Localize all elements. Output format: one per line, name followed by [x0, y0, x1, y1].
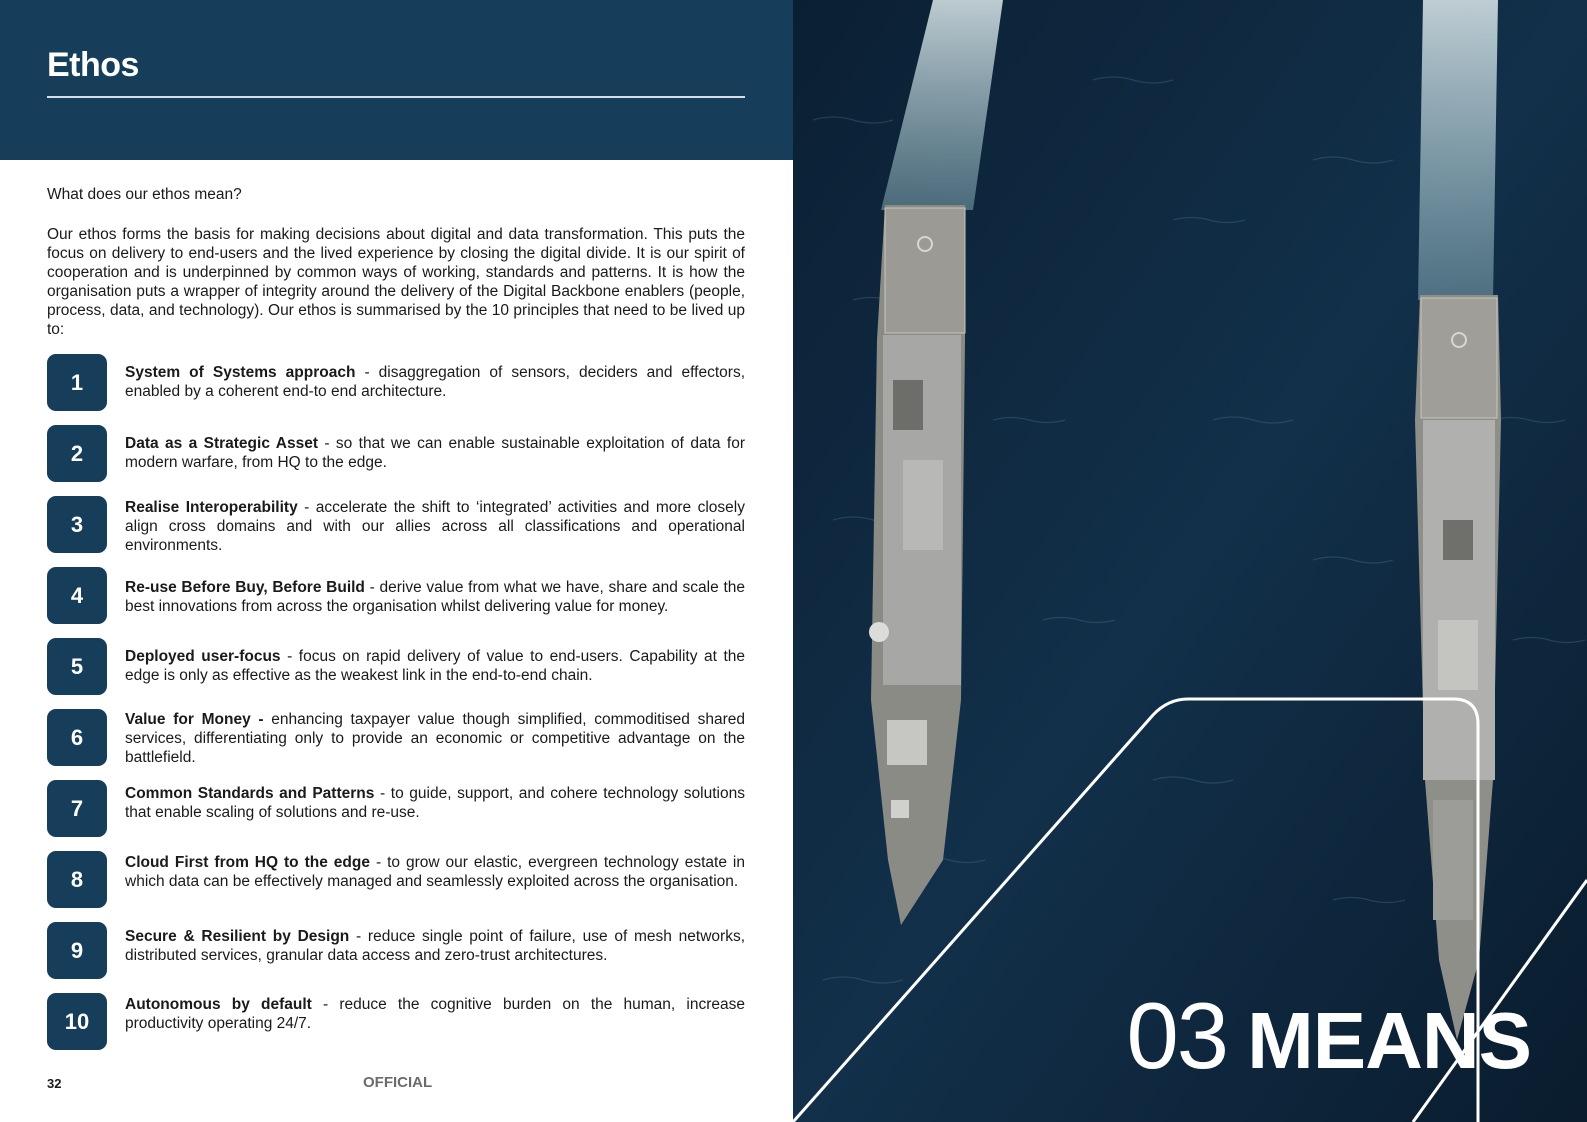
- principle-number-badge: 7: [47, 780, 107, 837]
- principle-item: [47, 709, 745, 767]
- intro-question: What does our ethos mean?: [47, 186, 242, 203]
- principle-title: Data as a Strategic Asset: [125, 435, 318, 452]
- intro-paragraph: Our ethos forms the basis for making decisions about digital and data transformation. This puts the focus on delivery to end-users and the lived experience by closing the digital divide. It is our spirit of cooperation and is underpinned by common ways of working, standards and patterns. It is how the organisation puts a wrapper of integrity around the delivery of the Digital Backbone enablers (people, process, data, and technology). Our ethos is summarised by the 10 principles that need to be lived up to:: [47, 226, 745, 338]
- principle-text: [125, 710, 745, 767]
- principle-title: Autonomous by default: [125, 996, 312, 1013]
- title-divider: [47, 96, 745, 98]
- principle-description: - disaggregation of sensors, deciders and effectors, enabled by a coherent end-to end architecture.: [125, 364, 745, 400]
- principle-number-badge: 1: [47, 354, 107, 411]
- principle-text: [125, 363, 745, 401]
- page-number: 32: [47, 1076, 62, 1091]
- classification-marking: OFFICIAL: [363, 1074, 433, 1091]
- page-title: Ethos: [47, 46, 139, 84]
- principle-number-badge: 2: [47, 425, 107, 482]
- principle-item: [47, 425, 745, 483]
- principle-text: [125, 853, 745, 891]
- principle-title: Value for Money -: [125, 711, 264, 728]
- left-page: [0, 0, 793, 1122]
- principle-title: Re-use Before Buy, Before Build: [125, 579, 365, 596]
- section-number: 03: [1126, 983, 1228, 1088]
- principle-item: [47, 638, 745, 696]
- principle-description: - accelerate the shift to ‘integrated’ activities and more closely align cross domains and with our allies across all classifications and operational environments.: [125, 499, 745, 554]
- principle-description: enhancing taxpayer value though simplified, commoditised shared services, differentiating only to provide an economic or competitive advantage on the battlefield.: [125, 711, 745, 766]
- ships-illustration: [793, 0, 1587, 1122]
- principle-description: - reduce single point of failure, use of mesh networks, distributed services, granular data access and zero-trust architectures.: [125, 928, 746, 964]
- principle-number-badge: 9: [47, 922, 107, 979]
- principle-description: - to grow our elastic, evergreen technology estate in which data can be effectively managed and seamlessly exploited across the organisation.: [125, 854, 745, 890]
- principle-number-badge: 10: [47, 993, 107, 1050]
- principle-title: Deployed user-focus: [125, 648, 281, 665]
- principle-text: [125, 434, 745, 472]
- principle-title: Cloud First from HQ to the edge: [125, 854, 370, 871]
- section-word: MEANS: [1247, 996, 1531, 1085]
- principle-description: - focus on rapid delivery of value to end-users. Capability at the edge is only as effective as the weakest link in the end-to-end chain.: [125, 648, 745, 684]
- principle-title: System of Systems approach: [125, 364, 356, 381]
- header-band: [0, 0, 793, 160]
- principle-text: [125, 927, 745, 965]
- principle-text: [125, 498, 745, 555]
- naval-ships-aerial-photo: [793, 0, 1587, 1122]
- principle-item: [47, 993, 745, 1051]
- principle-number-badge: 4: [47, 567, 107, 624]
- principle-text: [125, 784, 745, 822]
- principle-item: [47, 496, 745, 554]
- principle-description: - derive value from what we have, share and scale the best innovations from across the organisation whilst delivering value for money.: [125, 579, 745, 615]
- principle-description: - so that we can enable sustainable exploitation of data for modern warfare, from HQ to the edge.: [125, 435, 745, 471]
- section-label: [1127, 982, 1531, 1090]
- principle-item: [47, 922, 745, 980]
- principle-text: [125, 578, 745, 616]
- wake-right: [1418, 0, 1498, 300]
- principle-text: [125, 995, 745, 1033]
- principle-item: [47, 354, 745, 412]
- principle-item: [47, 567, 745, 625]
- principle-description: - to guide, support, and cohere technology solutions that enable scaling of solutions and re-use.: [125, 785, 745, 821]
- principle-number-badge: 5: [47, 638, 107, 695]
- principle-title: Secure & Resilient by Design: [125, 928, 350, 945]
- principle-title: Common Standards and Patterns: [125, 785, 375, 802]
- principle-title: Realise Interoperability: [125, 499, 298, 516]
- principle-number-badge: 3: [47, 496, 107, 553]
- principle-item: [47, 780, 745, 838]
- principle-text: [125, 647, 745, 685]
- principle-item: [47, 851, 745, 909]
- principle-description: - reduce the cognitive burden on the human, increase productivity operating 24/7.: [125, 996, 745, 1032]
- principle-number-badge: 8: [47, 851, 107, 908]
- principle-number-badge: 6: [47, 709, 107, 766]
